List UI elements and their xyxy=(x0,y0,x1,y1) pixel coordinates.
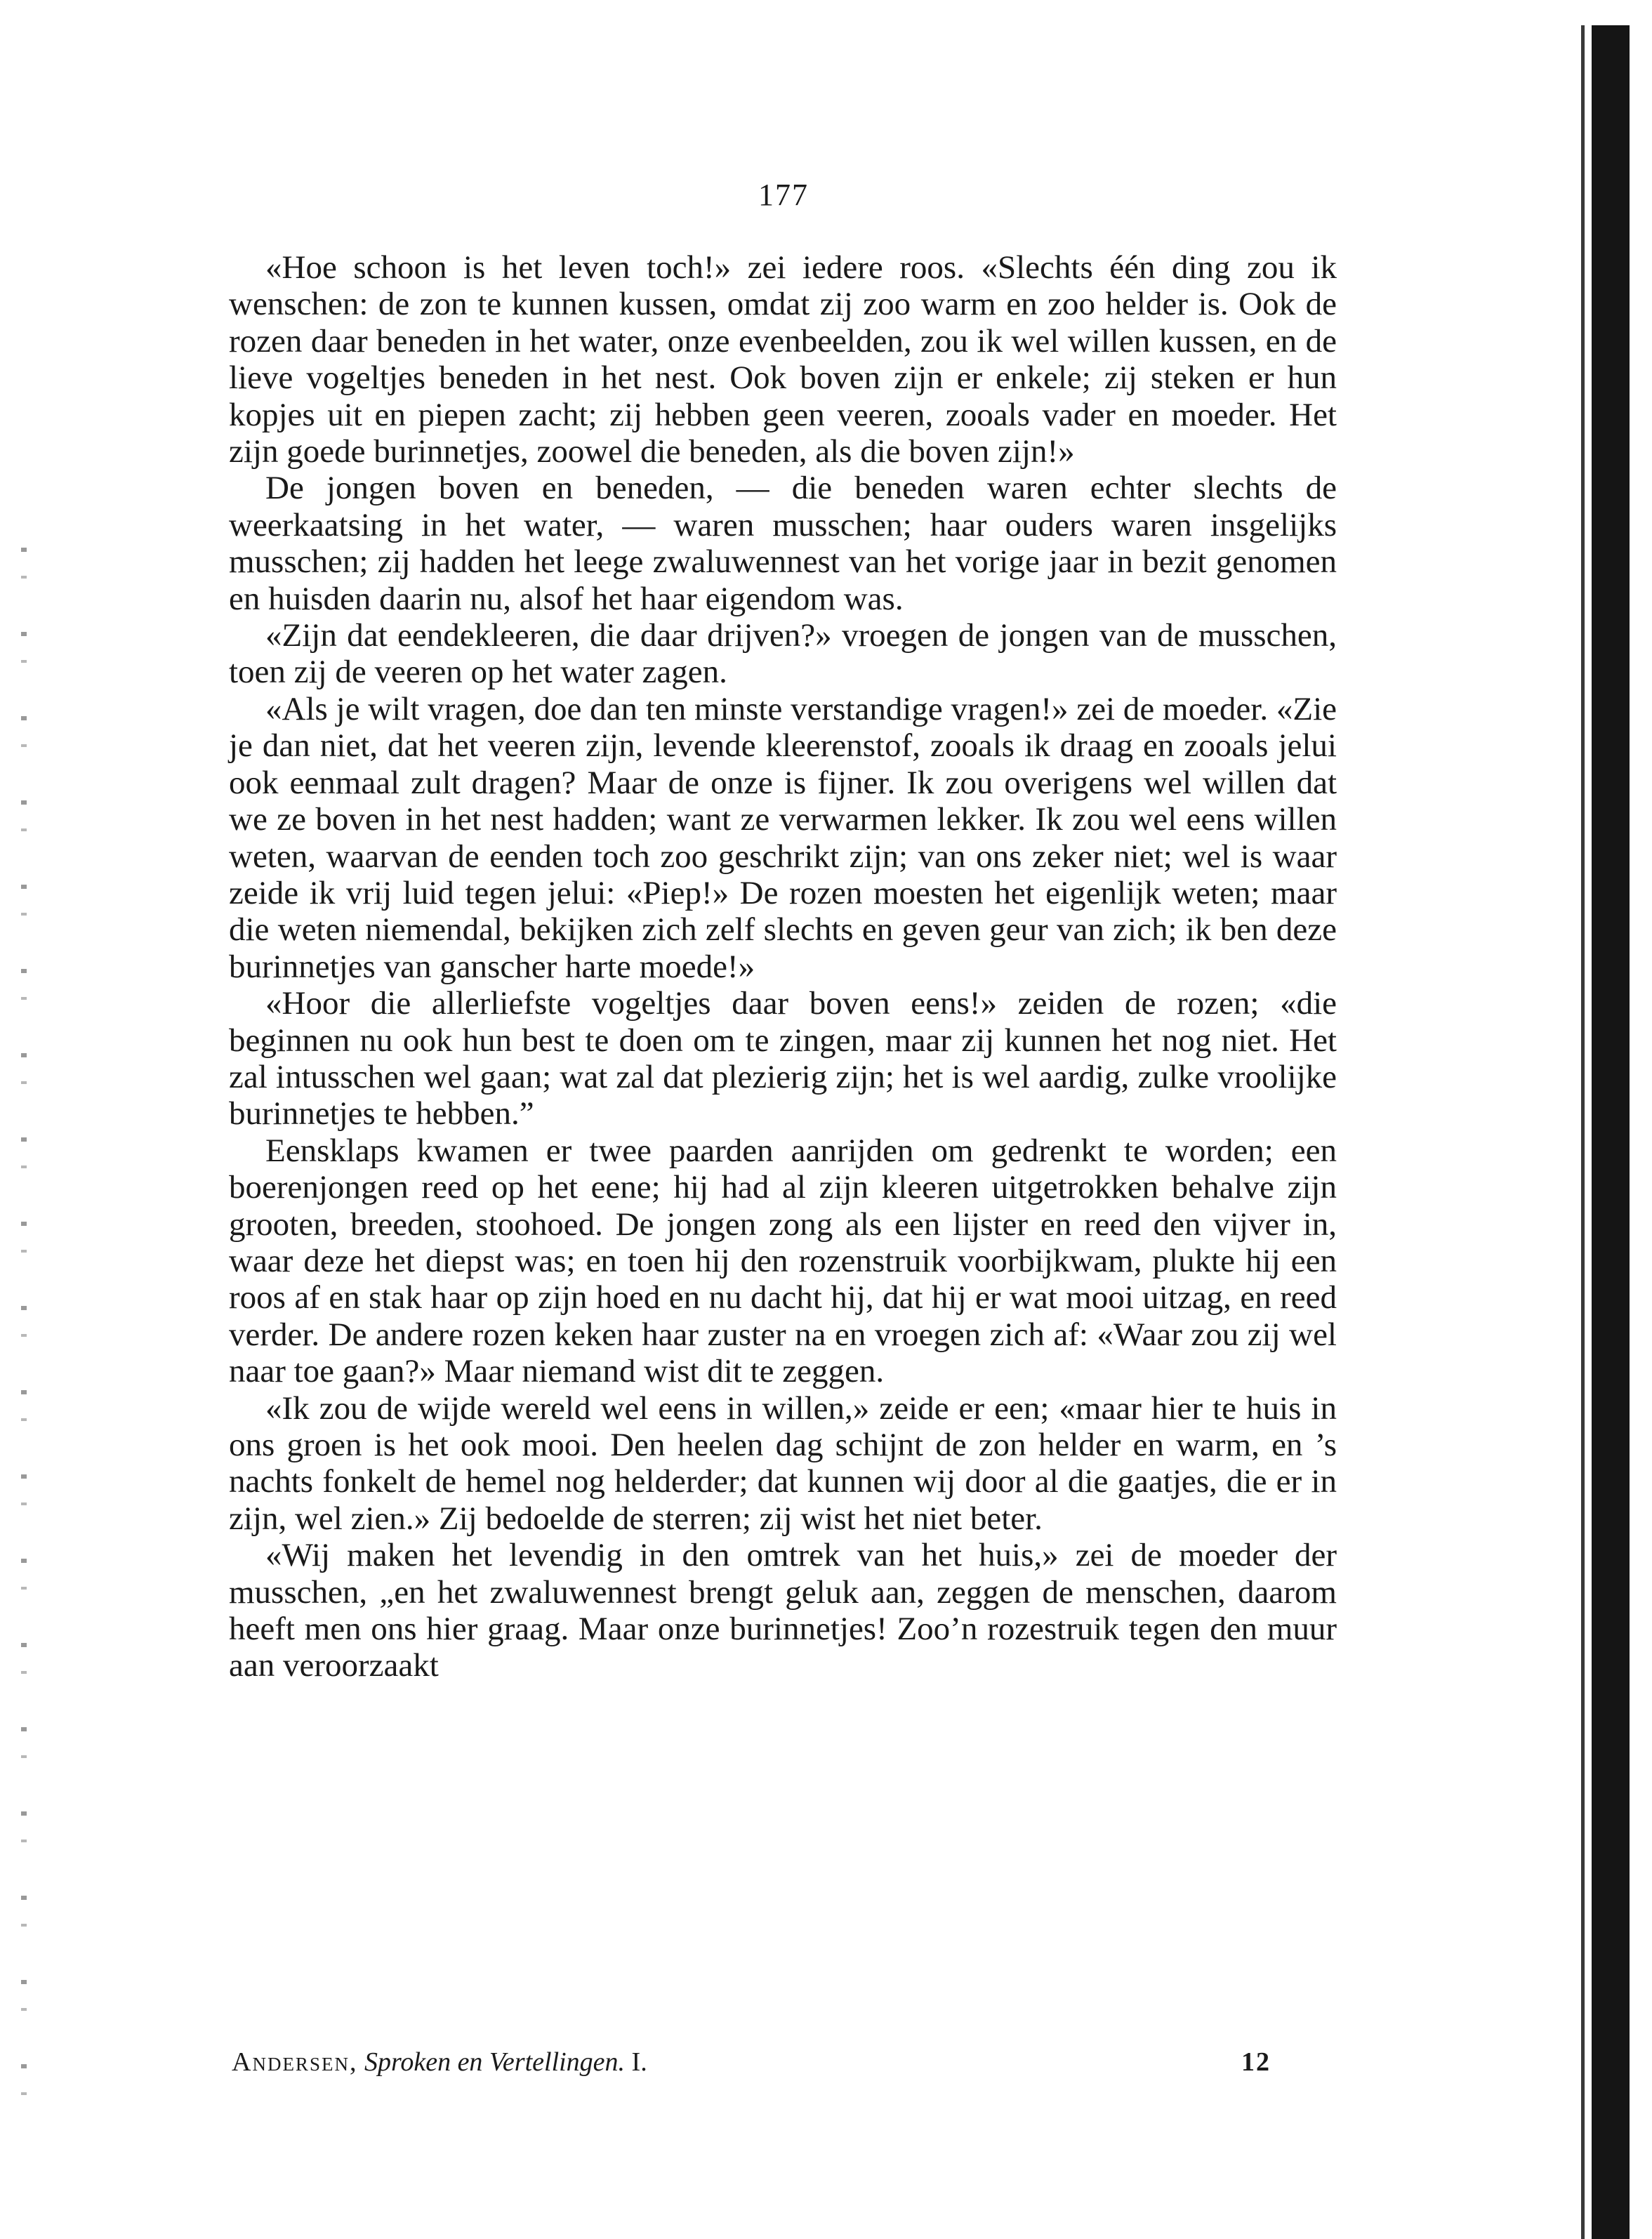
paragraph-2: De jongen boven en beneden, — die beneden waren echter slechts de weerkaatsing in het water, — waren musschen; haar ouders waren insgelijks musschen; zij hadden het leege zwaluwennest van het vorige jaar in bezit genomen en huisden daarin nu, alsof het haar eigendom was. xyxy=(229,470,1337,617)
footer-citation xyxy=(232,2047,647,2078)
paragraph-8: «Wij maken het levendig in den omtrek van het huis,» zei de moeder der musschen, „en het zwaluwennest brengt geluk aan, zeggen de menschen, daarom heeft men ons hier graag. Maar onze burinnetjes! Zoo’n rozestruik tegen den muur aan veroorzaakt xyxy=(229,1537,1337,1684)
scan-edge-line xyxy=(1581,25,1585,2239)
paragraph-7: «Ik zou de wijde wereld wel eens in willen,» zeide er een; «maar hier te huis in ons groen is het ook mooi. Den heelen dag schijnt de zon helder en warm, en ’s nachts fonkelt de hemel nog helderder; dat kunnen wij door al die gaatjes, die er in zijn, wel zien.» Zij bedoelde de sterren; zij wist het niet beter. xyxy=(229,1389,1337,1537)
page-footer xyxy=(232,2047,1271,2078)
paragraph-6: Eensklaps kwamen er twee paarden aanrijden om gedrenkt te worden; een boerenjongen reed op het eene; hij had al zijn kleeren uitgetrokken behalve zijn grooten, breeden, stoohoed. De jongen zong als een lijster en reed den vijver in, waar deze het diepst was; en toen hij den rozenstruik voorbijkwam, plukte hij een roos af en stak haar op zijn hoed en nu dacht hij, dat hij er wat mooi uitzag, en reed verder. De andere rozen keken haar zuster na en vroegen zich af: «Waar zou zij wel naar toe gaan?» Maar niemand wist dit te zeggen. xyxy=(229,1132,1337,1390)
scan-margin-noise xyxy=(21,548,27,2120)
footer-volume: I. xyxy=(631,2047,647,2077)
paragraph-1: «Hoe schoon is het leven toch!» zei iedere roos. «Slechts één ding zou ik wenschen: de zon te kunnen kussen, omdat zij zoo warm en zoo helder is. Ook de rozen daar beneden in het water, onze evenbeelden, zou ik wel willen kussen, en de lieve vogeltjes beneden in het nest. Ook boven zijn er enkele; zij steken er hun kopjes uit en piepen zacht; zij hebben geen veeren, zooals vader en moeder. Het zijn goede burinnetjes, zoowel die beneden, als die boven zijn!» xyxy=(229,249,1337,470)
scan-edge-shadow xyxy=(1592,25,1630,2239)
text-body xyxy=(229,249,1337,1684)
footer-book-title: Sproken en Vertellingen. xyxy=(364,2047,626,2077)
page-number: 177 xyxy=(758,178,809,212)
paragraph-3: «Zijn dat eendekleeren, die daar drijven?» vroegen de jongen van de musschen, toen zij de veeren op het water zagen. xyxy=(229,617,1337,691)
paragraph-5: «Hoor die allerliefste vogeltjes daar boven eens!» zeiden de rozen; «die beginnen nu ook hun best te doen om te zingen, maar zij kunnen het nog niet. Het zal intusschen wel gaan; wat zal dat plezierig zijn; het is wel aardig, zulke vroolijke burinnetjes te hebben.” xyxy=(229,985,1337,1132)
footer-author: Andersen, xyxy=(232,2047,358,2077)
footer-signature: 12 xyxy=(1241,2047,1271,2077)
paragraph-4: «Als je wilt vragen, doe dan ten minste verstandige vragen!» zei de moeder. «Zie je dan niet, dat het veeren zijn, levende kleerenstof, zooals ik draag en zooals jelui ook eenmaal zult dragen? Maar de onze is fijner. Ik zou overigens wel willen dat we ze boven in het nest hadden; want ze verwarmen lekker. Ik zou wel eens willen weten, waarvan de eenden toch zoo geschrikt zijn; van ons zeker niet; wel is waar zeide ik vrij luid tegen jelui: «Piep!» De rozen moesten het eigenlijk weten; maar die weten niemendal, bekijken zich zelf slechts en geven geur van zich; ik ben deze burinnetjes van ganscher harte moede!» xyxy=(229,690,1337,985)
